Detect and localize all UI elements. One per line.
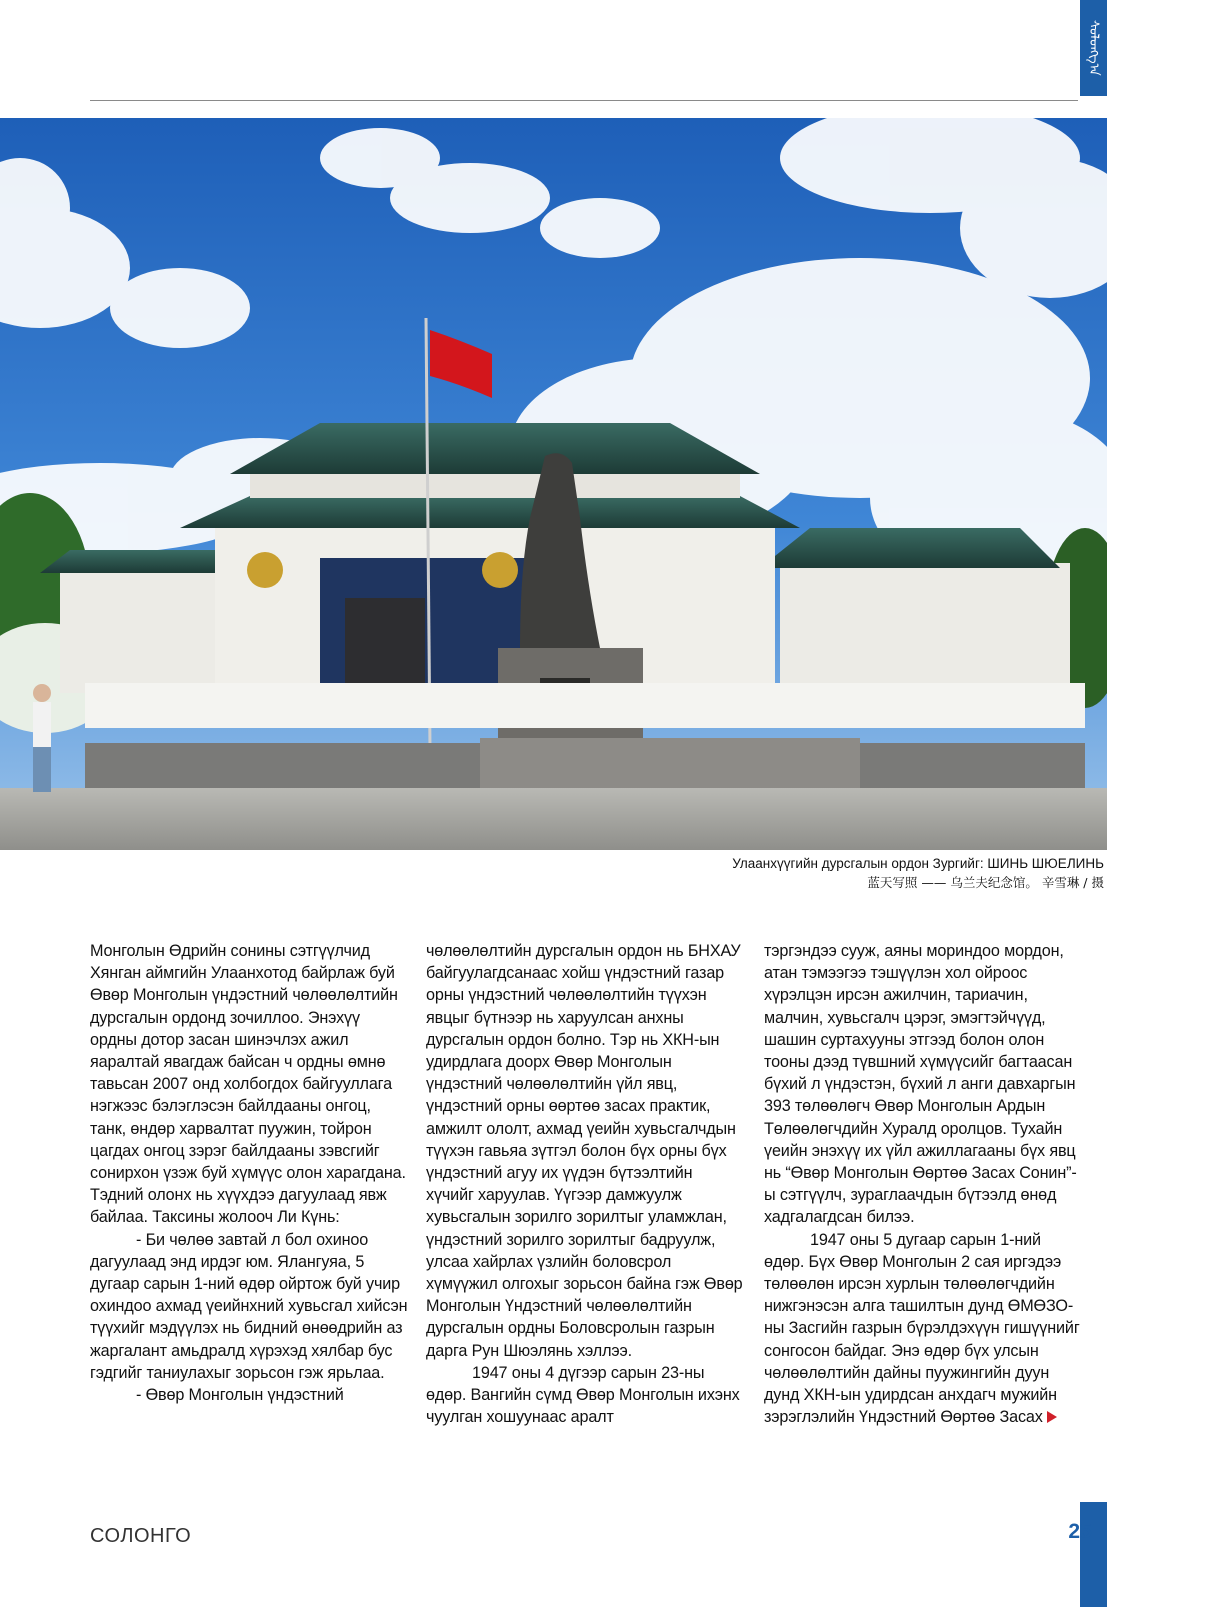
museum-photo-illustration: [0, 118, 1107, 850]
page-tab: [1080, 1502, 1107, 1607]
magazine-name: СОЛОНГО: [90, 1525, 192, 1547]
section-tab-label: ᠰᠣᠯᠣᠩᠭ᠎ᠠ: [1086, 20, 1101, 76]
article-column-1: [90, 940, 408, 1500]
paragraph: - Би чөлөө завтай л бол охиноо дагуулаад энд ирдэг юм. Ялангуяа, 5 дугаар сарын 1-ний өдөр ойртож буй учир охиндоо ахмад үеийнхний хувьсгал хийсэн түүхийг мэдүүлэх нь бидний өнөөдрийн аз жаргалант амьдралд хүрэхэд хялбар бус гэдгийг таниулахыг зорьсон гэж ярьлаа.: [90, 1230, 408, 1382]
article-body: [90, 940, 1080, 1500]
photo-caption-cn: 蓝天写照 —— 乌兰夫纪念馆。 辛雪琳 / 摄: [867, 875, 1104, 890]
section-tab: [1080, 0, 1107, 96]
photo-caption: [732, 854, 1104, 892]
article-column-3: [764, 940, 1082, 1500]
header-rule: [90, 100, 1078, 101]
article-column-2: [426, 940, 744, 1500]
paragraph: [764, 1229, 1082, 1429]
paragraph-text: 1947 оны 5 дугаар сарын 1-ний өдөр. Бүх Өвөр Монголын 2 сая иргэдээ төлөөлөн ирсэн хурлын төлөөлөгчдийн нижгэнэсэн алга ташилтын дунд ӨМӨЗО-ны Засгийн газрын бүрэлдэхүүн гишүүнийг сонгосон байдаг. Энэ өдөр бүх улсын чөлөөлөлтийн дайны пуужингийн дуун дунд ХКН-ын удирдсан анхдагч мужийн зэрэглэлийн Үндэстний Өөртөө Засах: [764, 1230, 1080, 1427]
page-number: 25: [1068, 1520, 1092, 1543]
paragraph: Монголын Өдрийн сонины сэтгүүлчид Хянган аймгийн Улаанхотод байрлаж буй Өвөр Монголын үндэстний чөлөөлөлтийн дурсгалын ордонд зочиллоо. Энэхүү ордны дотор засан шинэчлэх ажил яаралтай явагдаж байсан ч ордны өмнө тавьсан 2007 онд холбогдох байгууллага нэгжээс бэлэглэсэн байлдааны онгоц, танк, өндөр харвалтат пуужин, тойрон цагдах онгоц зэрэг байлдааны зэвсгийг сонирхон үзэж буй хүмүүс олон харагдана. Тэдний олонх нь хүүхдээ дагуулаад явж байлаа. Таксины жолооч Ли Күнь:: [90, 942, 406, 1227]
continue-arrow-icon: [1047, 1411, 1057, 1423]
photo-caption-mn: Улаанхүүгийн дурсгалын ордон Зургийг: ШИНЬ ШЮЕЛИНЬ: [732, 856, 1104, 871]
museum-photo: [0, 118, 1107, 850]
paragraph: 1947 оны 4 дүгээр сарын 23-ны өдөр. Вангийн сүмд Өвөр Монголын ихэнх чуулган хошуунаас аралт: [426, 1363, 740, 1427]
paragraph: - Өвөр Монголын үндэстний: [136, 1386, 344, 1405]
paragraph: чөлөөлөлтийн дурсгалын ордон нь БНХАУ байгуулагдсанаас хойш үндэстний газар орны үндэстний чөлөөлөлтийн түүхэн явцыг бүтнээр нь харуулсан анхны дурсгалын ордон болно. Тэр нь ХКН-ын удирдлага доорх Өвөр Монголын үндэстний чөлөөлөлтийн үйл явц, үндэстний орны өөртөө засах практик, амжилт ололт, ахмад үеийн хувьсгалчдын түүхэн гавьяа зүтгэл болон бүх орны бүх үндэстний агуу их үүдэн бүтээлтийн хүчийг харуулав. Үүгээр дамжуулж хувьсгалын зорилго зорилтыг уламжлан, үндэстний зорилго зорилтыг бадруулж, улсаа хайрлах үзлийн боловсрол хүмүүжил олгохыг зорьсон байна гэж Өвөр Монголын Үндэстний чөлөөлөлтийн дурсгалын ордны Боловсролын газрын дарга Рун Шюэлянь хэллээ.: [426, 942, 743, 1360]
paragraph: тэргэндээ сууж, аяны мориндоо мордон, атан тэмээгээ тэшүүлэн хол ойроос хүрэлцэн ирсэн ажилчин, тариачин, малчин, хувьсгалч цэрэг, эмэгтэйчүүд, шашин суртахууны этгээд болон олон тооны дээд түвшний хүмүүсийг багтаасан бүхий л үндэстэн, бүхий л анги давхаргын 393 төлөөлөгч Өвөр Монголын Ардын Төлөөлөгчдийн Хуралд оролцов. Тухайн үеийн энэхүү их үйл ажиллагааны бүх явц нь “Өвөр Монголын Өөртөө Засах Сонин”-ы сэтгүүлч, зураглаачдын бүтээлд өнөд хадгалагдсан билээ.: [764, 942, 1077, 1227]
